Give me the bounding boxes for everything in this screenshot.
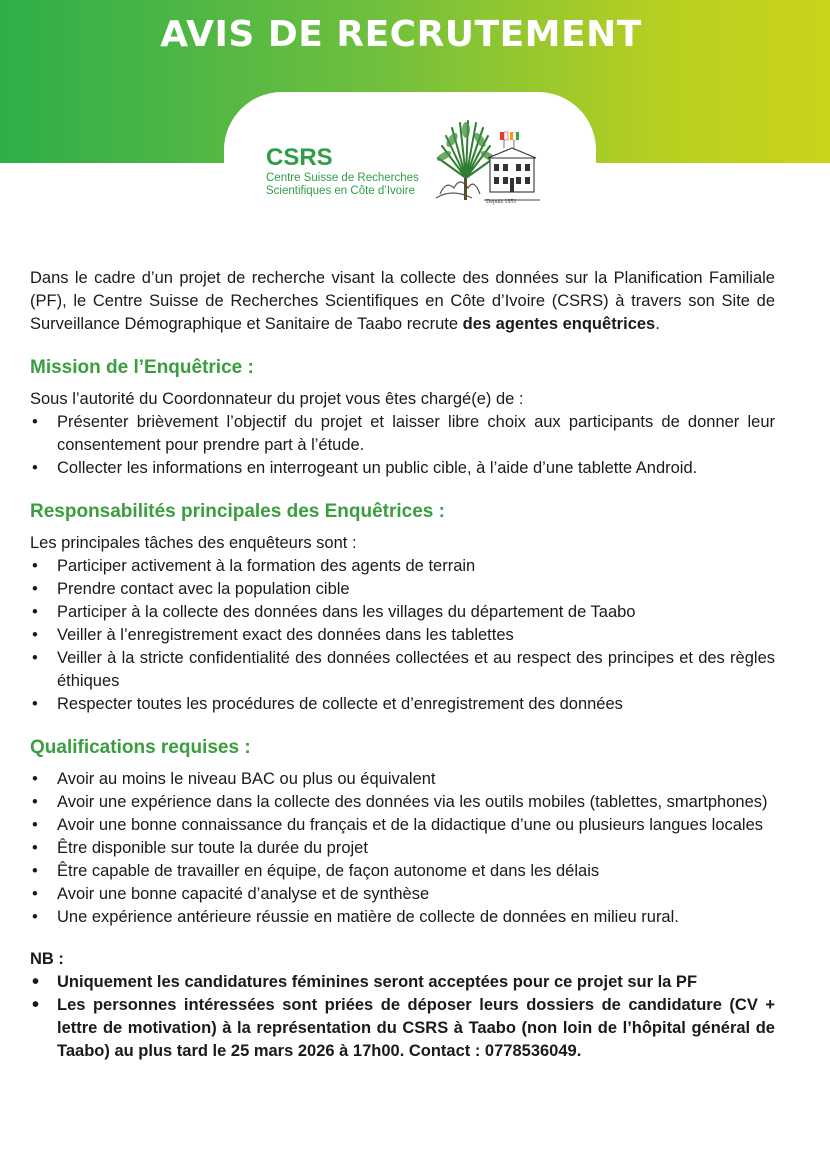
logo-card — [224, 92, 596, 242]
list-item: • Veiller à l’enregistrement exact des données dans les tablettes — [30, 624, 775, 647]
mission-title: Mission de l’Enquêtrice : — [30, 357, 254, 378]
list-item: • Présenter brièvement l’objectif du projet et laisser libre choix aux participants de donner leur consentement pour prendre part à l’étude. — [30, 411, 775, 457]
list-item: • Veiller à la stricte confidentialité des données collectées et au respect des principes et des règles éthiques — [30, 647, 775, 693]
list-item: • Avoir une bonne capacité d’analyse et de synthèse — [30, 883, 775, 906]
intro-bold: des agentes enquêtrices — [462, 315, 656, 333]
responsibilities-lead: Les principales tâches des enquêteurs sont : — [30, 534, 357, 552]
list-item: • Uniquement les candidatures féminines seront acceptées pour ce projet sur la PF — [30, 971, 775, 994]
qualifications-title: Qualifications requises : — [30, 737, 251, 758]
list-item: • Être disponible sur toute la durée du projet — [30, 837, 775, 860]
nb-list — [30, 971, 775, 1063]
qualifications-list — [30, 768, 775, 929]
palm-building-emblem-icon — [432, 118, 542, 210]
logo-acronym: CSRS — [266, 144, 333, 171]
list-item: • Collecter les informations en interrogeant un public cible, à l’aide d’une tablette Android. — [30, 457, 775, 480]
page-title: AVIS DE RECRUTEMENT — [160, 14, 642, 55]
list-item: • Être capable de travailler en équipe, de façon autonome et dans les délais — [30, 860, 775, 883]
main-content — [30, 267, 775, 1082]
list-item: • Avoir une expérience dans la collecte des données via les outils mobiles (tablettes, smartphones) — [30, 791, 775, 814]
intro-paragraph — [30, 267, 775, 336]
list-item: • Une expérience antérieure réussie en matière de collecte de données en milieu rural. — [30, 906, 775, 929]
logo-name-line2: Scientifiques en Côte d’Ivoire — [266, 185, 415, 197]
logo-name — [266, 172, 419, 198]
mission-lead: Sous l’autorité du Coordonnateur du projet vous êtes chargé(e) de : — [30, 390, 524, 408]
list-item: • Avoir au moins le niveau BAC ou plus ou équivalent — [30, 768, 775, 791]
list-item: • Prendre contact avec la population cible — [30, 578, 775, 601]
mission-list — [30, 411, 775, 480]
list-item: • Participer activement à la formation des agents de terrain — [30, 555, 775, 578]
intro-text: Dans le cadre d’un projet de recherche visant la collecte des données sur la Planification Familiale (PF), le Centre Suisse de Recherches Scientifiques en Côte d’Ivoire (CSRS) à travers son Site de Surveillance Démographique et Sanitaire de Taabo recrute — [30, 269, 775, 333]
logo-since: Depuis 1951 — [486, 199, 517, 205]
responsibilities-title: Responsabilités principales des Enquêtrices : — [30, 501, 445, 522]
nb-title: NB : — [30, 950, 64, 968]
logo-name-line1: Centre Suisse de Recherches — [266, 172, 419, 184]
intro-end: . — [655, 315, 660, 333]
list-item: • Participer à la collecte des données dans les villages du département de Taabo — [30, 601, 775, 624]
list-item: • Respecter toutes les procédures de collecte et d’enregistrement des données — [30, 693, 775, 716]
list-item: • Les personnes intéressées sont priées de déposer leurs dossiers de candidature (CV + lettre de motivation) à la représentation du CSRS à Taabo (non loin de l’hôpital général de Taabo) au plus tard le 25 mars 2026 à 17h00. Contact : 0778536049. — [30, 994, 775, 1063]
list-item: • Avoir une bonne connaissance du français et de la didactique d’une ou plusieurs langues locales — [30, 814, 775, 837]
responsibilities-list — [30, 555, 775, 716]
